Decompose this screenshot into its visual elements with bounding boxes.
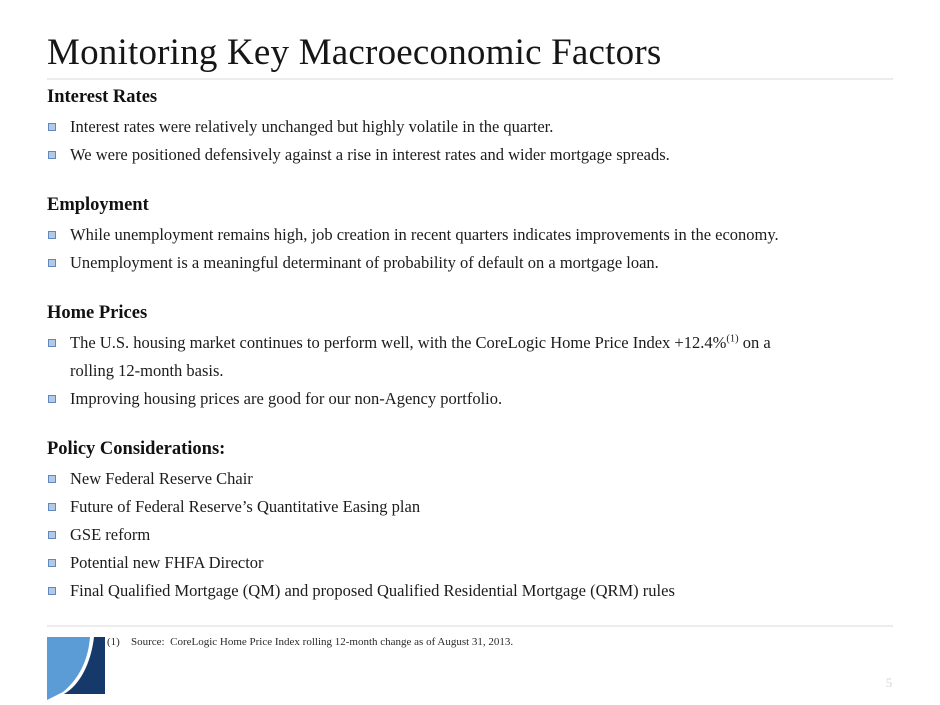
slide-title: Monitoring Key Macroeconomic Factors bbox=[47, 30, 893, 80]
list-item bbox=[47, 141, 893, 169]
bullet-text: Unemployment is a meaningful determinant of probability of default on a mortgage loan. bbox=[70, 253, 659, 272]
bullet-text bbox=[70, 333, 771, 380]
bullet-list bbox=[47, 221, 893, 277]
bullet-text: GSE reform bbox=[70, 525, 151, 544]
bullet-text: Final Qualified Mortgage (QM) and proposed Qualified Residential Mortgage (QRM) rules bbox=[70, 581, 675, 600]
section-heading: Policy Considerations: bbox=[47, 439, 226, 459]
bullet-text: Future of Federal Reserve’s Quantitative Easing plan bbox=[70, 497, 421, 516]
square-bullet-icon bbox=[48, 339, 56, 347]
list-item bbox=[47, 221, 893, 249]
bullet-text: New Federal Reserve Chair bbox=[70, 469, 253, 488]
list-item bbox=[47, 521, 893, 549]
list-item bbox=[47, 577, 893, 605]
footnote-text: Source: CoreLogic Home Price Index rolling 12-month change as of August 31, 2013. bbox=[131, 636, 514, 648]
square-bullet-icon bbox=[48, 231, 56, 239]
bullet-text: We were positioned defensively against a rise in interest rates and wider mortgage spreads. bbox=[70, 145, 670, 164]
bullet-list bbox=[47, 113, 893, 169]
bullet-text-part: The U.S. housing market continues to perform well, with the CoreLogic Home Price Index +12.4% bbox=[70, 333, 727, 352]
section-heading: Interest Rates bbox=[47, 87, 158, 107]
list-item bbox=[47, 549, 893, 577]
list-item bbox=[47, 113, 893, 141]
bullet-text: Improving housing prices are good for our non-Agency portfolio. bbox=[70, 389, 503, 408]
list-item bbox=[47, 249, 893, 277]
bullet-list bbox=[47, 329, 893, 413]
bullet-text-part: rolling 12-month basis. bbox=[70, 361, 224, 380]
square-bullet-icon bbox=[48, 475, 56, 483]
section-heading: Home Prices bbox=[47, 303, 148, 323]
bullet-text-part: on a bbox=[738, 333, 771, 352]
bullet-text: Interest rates were relatively unchanged but highly volatile in the quarter. bbox=[70, 117, 554, 136]
section-home-prices bbox=[47, 303, 893, 413]
square-bullet-icon bbox=[48, 151, 56, 159]
square-bullet-icon bbox=[48, 503, 56, 511]
section-policy-considerations bbox=[47, 439, 893, 605]
bullet-list bbox=[47, 465, 893, 605]
footer-divider bbox=[47, 625, 893, 627]
list-item bbox=[47, 493, 893, 521]
two-harbors-logo bbox=[47, 637, 105, 700]
page-number: 5 bbox=[885, 675, 893, 690]
square-bullet-icon bbox=[48, 531, 56, 539]
square-bullet-icon bbox=[48, 259, 56, 267]
footnote-ref: (1) bbox=[726, 333, 739, 345]
bullet-text: While unemployment remains high, job creation in recent quarters indicates improvements in the economy. bbox=[70, 225, 779, 244]
square-bullet-icon bbox=[48, 123, 56, 131]
footnote-marker: (1) bbox=[107, 636, 120, 648]
section-employment bbox=[47, 195, 893, 277]
slide-body bbox=[47, 87, 893, 631]
section-heading: Employment bbox=[47, 195, 149, 215]
section-interest-rates bbox=[47, 87, 893, 169]
square-bullet-icon bbox=[48, 559, 56, 567]
square-bullet-icon bbox=[48, 587, 56, 595]
list-item bbox=[47, 465, 893, 493]
square-bullet-icon bbox=[48, 395, 56, 403]
list-item bbox=[47, 385, 893, 413]
bullet-text: Potential new FHFA Director bbox=[70, 553, 264, 572]
footnote bbox=[107, 636, 513, 649]
list-item bbox=[47, 329, 893, 385]
